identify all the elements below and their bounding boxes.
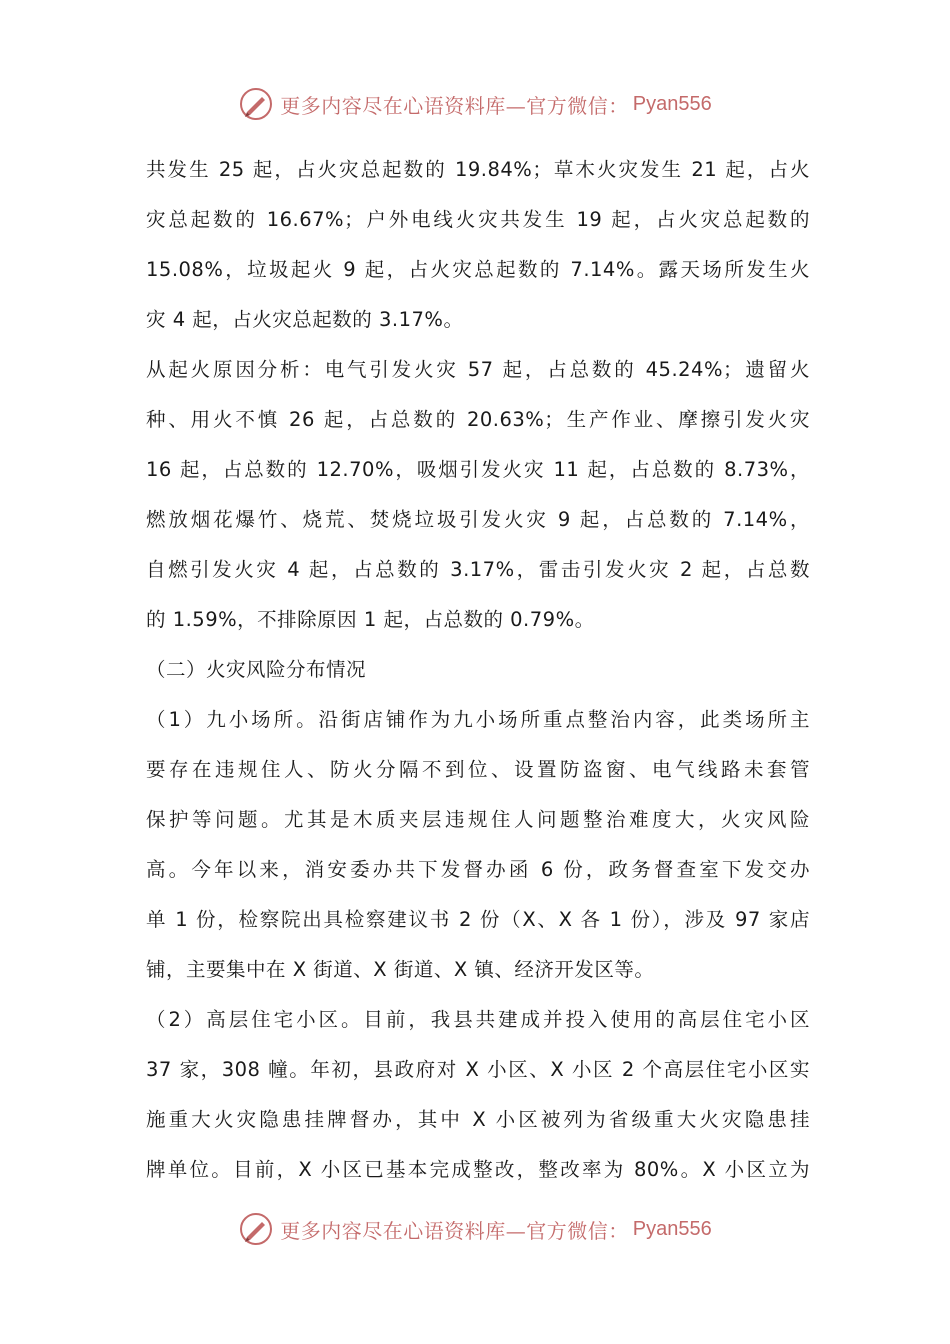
text-line: 施重大火灾隐患挂牌督办，其中 X 小区被列为省级重大火灾隐患挂 [146, 1108, 810, 1131]
text-line: 共发生 25 起，占火灾总起数的 19.84%；草木火灾发生 21 起，占火 [146, 158, 810, 181]
text-line: 自燃引发火灾 4 起，占总数的 3.17%，雷击引发火灾 2 起，占总数 [146, 558, 810, 581]
watermark-wechat-id: Pyan556 [632, 1217, 712, 1240]
text-line: （1）九小场所。沿街店铺作为九小场所重点整治内容，此类场所主 [146, 708, 810, 731]
text-line: （2）高层住宅小区。目前，我县共建成并投入使用的高层住宅小区 [146, 1008, 810, 1031]
text-line: 高。今年以来，消安委办共下发督办函 6 份，政务督查室下发交办 [146, 858, 810, 881]
watermark-text: 更多内容尽在心语资料库—官方微信： [280, 93, 629, 118]
text-line: 要存在违规住人、防火分隔不到位、设置防盗窗、电气线路未套管 [146, 758, 810, 781]
text-line: 保护等问题。尤其是木质夹层违规住人问题整治难度大，火灾风险 [146, 808, 810, 831]
pen-logo-icon [238, 86, 274, 122]
text-line: 灾 4 起，占火灾总起数的 3.17%。 [146, 308, 464, 331]
section-heading: （二）火灾风险分布情况 [146, 658, 367, 681]
text-line: 从起火原因分析：电气引发火灾 57 起，占总数的 45.24%；遗留火 [146, 358, 810, 381]
text-line: 灾总起数的 16.67%；户外电线火灾共发生 19 起，占火灾总起数的 [146, 208, 810, 231]
pen-logo-icon [238, 1211, 274, 1247]
footer-watermark [0, 1207, 950, 1251]
text-line: 的 1.59%，不排除原因 1 起，占总数的 0.79%。 [146, 608, 595, 631]
text-line: 单 1 份，检察院出具检察建议书 2 份（X、X 各 1 份），涉及 97 家店 [146, 908, 810, 931]
text-line: 铺，主要集中在 X 街道、X 街道、X 镇、经济开发区等。 [146, 958, 655, 981]
document-body [146, 148, 810, 1198]
text-line: 37 家，308 幢。年初，县政府对 X 小区、X 小区 2 个高层住宅小区实 [146, 1058, 810, 1081]
watermark-text: 更多内容尽在心语资料库—官方微信： [280, 1218, 629, 1243]
text-line: 牌单位。目前，X 小区已基本完成整改，整改率为 80%。X 小区立为 [146, 1158, 810, 1181]
text-line: 燃放烟花爆竹、烧荒、焚烧垃圾引发火灾 9 起，占总数的 7.14%， [146, 508, 810, 531]
header-watermark [0, 82, 950, 126]
watermark-wechat-id: Pyan556 [632, 92, 712, 115]
text-line: 种、用火不慎 26 起，占总数的 20.63%；生产作业、摩擦引发火灾 [146, 408, 810, 431]
text-line: 15.08%，垃圾起火 9 起，占火灾总起数的 7.14%。露天场所发生火 [146, 258, 810, 281]
text-line: 16 起，占总数的 12.70%，吸烟引发火灾 11 起，占总数的 8.73%， [146, 458, 810, 481]
